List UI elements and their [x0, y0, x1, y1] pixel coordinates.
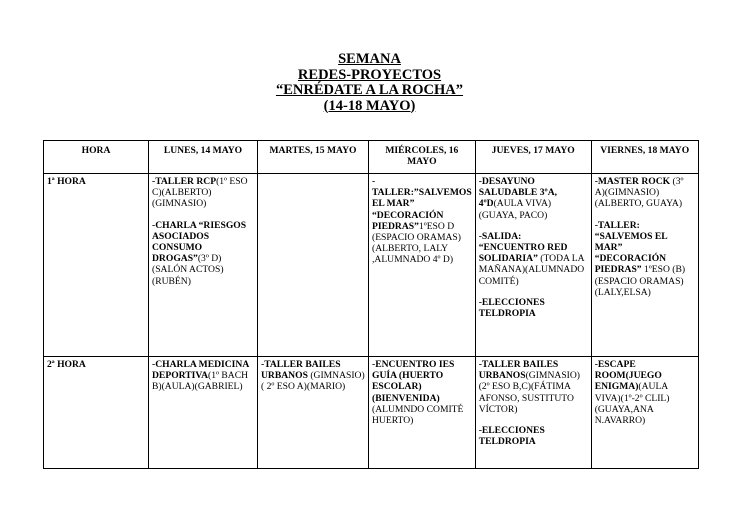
activity-cell: [149, 357, 258, 469]
activity-details: (1º ESO C)(ALBERTO)(GIMNASIO): [152, 176, 248, 210]
activity-entry: [152, 359, 254, 393]
activity-name: -TALLER BAILES URBANOS: [261, 359, 341, 382]
header-row: [44, 141, 699, 174]
activity-name: -ELECCIONES TELDROPIA: [478, 425, 545, 448]
activity-details: (3º A)(GIMNASIO)(ALBERTO, GUAYA): [594, 176, 684, 210]
activity-entry: [479, 425, 588, 447]
title-line: (14-18 MAYO): [323, 97, 416, 114]
activity-entry: [595, 359, 695, 426]
activity-name: -TALLER RCP: [152, 176, 217, 187]
activity-entry: [595, 176, 695, 210]
activity-cell: [258, 174, 369, 357]
hora-cell: 1ª HORA: [44, 174, 149, 357]
activity-cell: [475, 174, 591, 357]
activity-name: -CHARLA MEDICINA DEPORTIVA: [152, 359, 249, 382]
activity-details: (AULA VIVA)(GUAYA, PACO): [478, 198, 552, 221]
header-cell: JUEVES, 17 MAYO: [475, 141, 591, 174]
activity-details: (AULA VIVA)(1º-2º CLIL)(GUAYA,ANA N.AVARRO): [594, 381, 670, 427]
header-cell: MARTES, 15 MAYO: [258, 141, 369, 174]
document-title: [0, 52, 739, 114]
activity-details: 1ºESO D (ESPACIO ORAMAS)(ALBERTO, LALY ,ALUMNADO 4º D): [372, 220, 461, 266]
activity-entry: [595, 220, 695, 298]
activity-details: (3º D)(SALÓN ACTOS)(RUBÉN): [152, 253, 224, 287]
activity-entry: [479, 176, 588, 221]
header-cell: LUNES, 14 MAYO: [149, 141, 258, 174]
activity-entry: [152, 176, 254, 210]
activity-entry: [479, 359, 588, 415]
activity-entry: [372, 176, 472, 266]
activity-entry: [372, 359, 472, 426]
title-line: REDES-PROYECTOS: [297, 66, 442, 83]
activity-name: -SALIDA: “ENCUENTRO RED SOLIDARIA”: [478, 230, 568, 265]
activity-name: -TALLER BAILES URBANOS: [478, 359, 559, 382]
schedule-table: [43, 140, 699, 469]
activity-entry: [261, 359, 365, 393]
activity-cell: [369, 357, 476, 469]
header-cell: MIÉRCOLES, 16 MAYO: [369, 141, 476, 174]
activity-details: (GIMNASIO) (2º ESO B,C)(FÁTIMA AFONSO, SUSTITUTO VÍCTOR): [478, 370, 580, 415]
activity-cell: [591, 357, 698, 469]
title-line: “ENRÉDATE A LA ROCHA”: [275, 82, 464, 98]
activity-entry: [479, 297, 588, 319]
activity-name: -DESAYUNO SALUDABLE 3ºA, 4ºD: [478, 176, 558, 210]
activity-details: (1º BACH B)(AULA)(GABRIEL): [152, 370, 249, 393]
activity-name: -TALLER: “SALVEMOS EL MAR” “DECORACIÓN PIEDRAS”: [594, 219, 668, 276]
title-line: SEMANA: [338, 51, 401, 67]
activity-cell: [591, 174, 698, 357]
header-cell: HORA: [44, 141, 149, 174]
activity-entry: [152, 220, 254, 287]
activity-cell: [369, 174, 476, 357]
activity-name: -CHARLA “RIESGOS ASOCIADOS CONSUMO DROGAS”: [152, 219, 247, 265]
activity-name: -MASTER ROCK: [594, 176, 671, 187]
activity-name: -ESCAPE ROOM(JUEGO ENIGMA): [594, 359, 662, 393]
activity-name: -ELECCIONES TELDROPIA: [478, 296, 545, 320]
activity-details: (ALUMNDO COMITÉ HUERTO): [372, 403, 464, 427]
activity-cell: [258, 357, 369, 469]
activity-details: 1ºESO (B) (ESPACIO ORAMAS)(LALY,ELSA): [594, 264, 686, 298]
table-row: [44, 174, 699, 357]
activity-name: -TALLER:”SALVEMOS EL MAR” “DECORACIÓN PIEDRAS”: [372, 176, 472, 232]
table-row: [44, 357, 699, 469]
activity-details: (GIMNASIO) ( 2º ESO A)(MARIO): [261, 370, 365, 393]
hora-cell: 2ª HORA: [44, 357, 149, 469]
header-cell: VIERNES, 18 MAYO: [591, 141, 698, 174]
activity-name: -ENCUENTRO IES GUÍA (HUERTO ESCOLAR)(BIENVENIDA): [372, 359, 455, 404]
activity-details: (TODA LA MAÑANA)(ALUMNADO COMITÉ): [478, 253, 585, 287]
activity-cell: [149, 174, 258, 357]
activity-cell: [475, 357, 591, 469]
activity-entry: [479, 231, 588, 287]
